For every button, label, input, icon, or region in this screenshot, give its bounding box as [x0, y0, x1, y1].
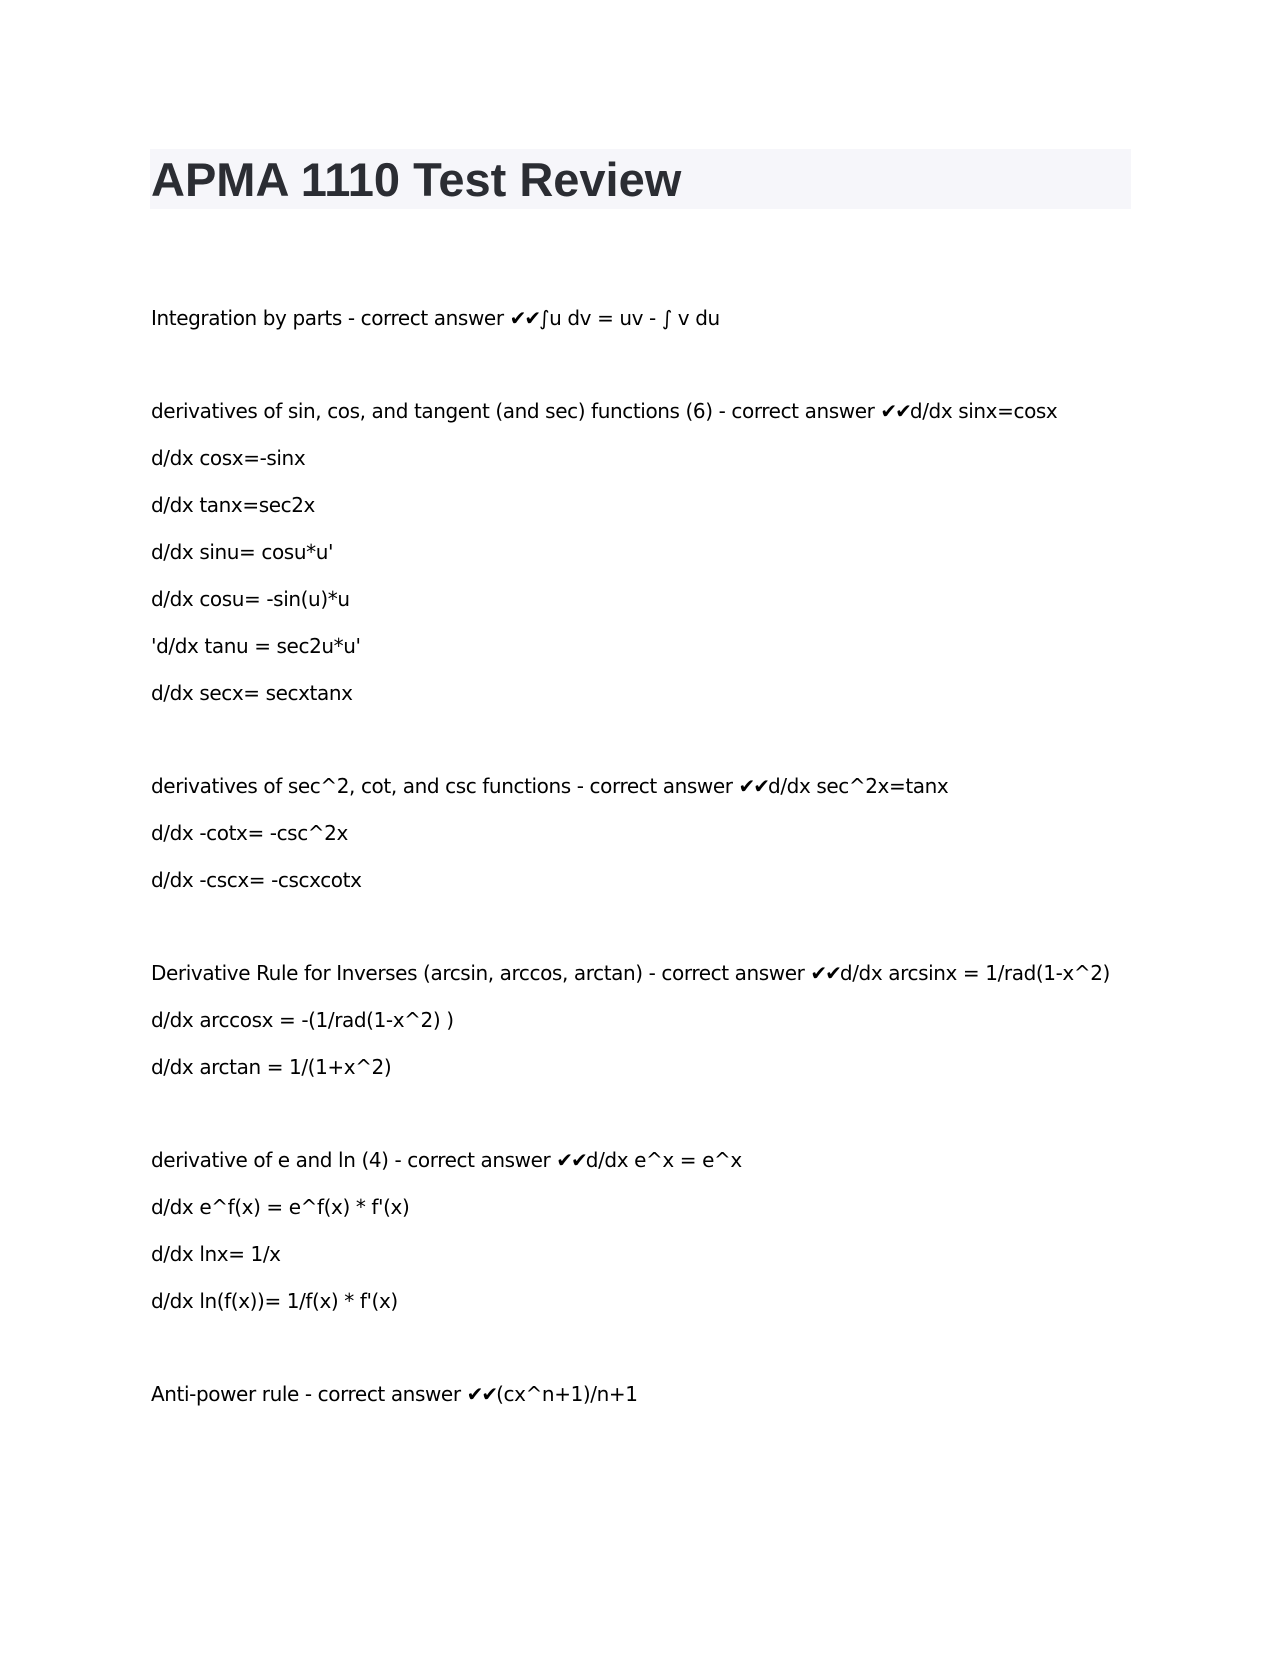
answer-line: d/dx e^f(x) = e^f(x) * f'(x) — [151, 1195, 410, 1219]
qa-list — [151, 298, 1151, 1421]
question-line — [151, 953, 1151, 1000]
answer-line: d/dx ln(f(x))= 1/f(x) * f'(x) — [151, 1289, 398, 1313]
check-mark-icon: ✔✔ — [810, 961, 840, 985]
qa-entry — [151, 1140, 1151, 1328]
answer-line: d/dx cosu= -sin(u)*u — [151, 587, 350, 611]
answer-text: d/dx sinx=cosx — [909, 399, 1058, 423]
check-mark-icon: ✔✔ — [738, 774, 769, 798]
question-text: derivative of e and ln (4) - correct answer — [151, 1148, 557, 1172]
answer-line: d/dx -cotx= -csc^2x — [151, 821, 348, 845]
question-text: derivatives of sec^2, cot, and csc functions - correct answer — [151, 774, 739, 798]
question-line — [151, 391, 1151, 438]
answer-line: d/dx tanx=sec2x — [151, 493, 315, 517]
answer-text: d/dx arcsinx = 1/rad(1-x^2) — [839, 961, 1110, 985]
check-mark-icon: ✔✔ — [509, 306, 540, 330]
answer-line: 'd/dx tanu = sec2u*u' — [151, 634, 361, 658]
question-line — [151, 1374, 1151, 1421]
question-text: Integration by parts - correct answer — [151, 306, 510, 330]
check-mark-icon: ✔✔ — [466, 1382, 497, 1406]
document-body — [151, 298, 1151, 1467]
question-line — [151, 298, 1151, 345]
question-line — [151, 766, 1151, 813]
question-text: derivatives of sin, cos, and tangent (and sec) functions (6) - correct answer — [151, 399, 881, 423]
answer-line: d/dx -cscx= -cscxcotx — [151, 868, 362, 892]
answer-text: d/dx sec^2x=tanx — [768, 774, 949, 798]
check-mark-icon: ✔✔ — [556, 1148, 586, 1172]
question-text: Derivative Rule for Inverses (arcsin, arccos, arctan) - correct answer — [151, 961, 811, 985]
answer-text: d/dx e^x = e^x — [585, 1148, 742, 1172]
check-mark-icon: ✔✔ — [880, 399, 910, 423]
document-title: APMA 1110 Test Review — [151, 153, 682, 206]
question-text: Anti-power rule - correct answer — [151, 1382, 467, 1406]
question-line — [151, 1140, 1151, 1187]
answer-line: d/dx sinu= cosu*u' — [151, 540, 334, 564]
qa-entry — [151, 298, 1151, 345]
answer-line: d/dx arccosx = -(1/rad(1-x^2) ) — [151, 1008, 454, 1032]
qa-entry — [151, 1374, 1151, 1421]
qa-entry — [151, 953, 1151, 1094]
qa-entry — [151, 766, 1151, 907]
qa-entry — [151, 391, 1151, 720]
answer-line: d/dx secx= secxtanx — [151, 681, 353, 705]
answer-text: (cx^n+1)/n+1 — [496, 1382, 638, 1406]
answer-line: d/dx cosx=-sinx — [151, 446, 306, 470]
answer-line: d/dx lnx= 1/x — [151, 1242, 281, 1266]
answer-text: ∫u dv = uv - ∫ v du — [539, 306, 720, 330]
answer-line: d/dx arctan = 1/(1+x^2) — [151, 1055, 392, 1079]
